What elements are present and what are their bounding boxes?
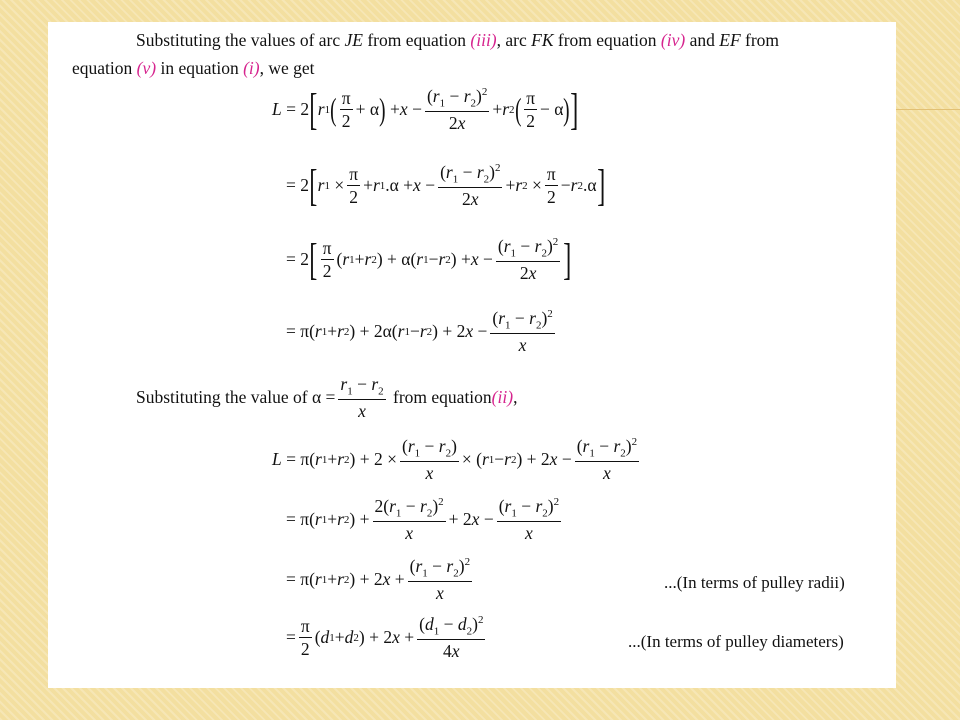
equation-L-4: = π( r 1 + r 2 ) + 2α( r 1 − r 2 ) + 2 x − $\frac{(r_1 - r_2)^2}{x}$ bbox=[286, 308, 553, 356]
equation-L-6: = π( r 1 + r 2 ) + $\frac{2(r_1 - r_2)^2}{x}$ + 2 x − $\frac{(r_1 - r_2)^2}{x}$ bbox=[286, 496, 560, 544]
note-pulley-diameters: ...(In terms of pulley diameters) bbox=[628, 632, 844, 651]
intro-line-2: equation (v) in equation (i), we get bbox=[72, 58, 315, 78]
equation-L-7: = π( r 1 + r 2 ) + 2 x + $\frac{(r_1 - r_2)^2}{x}$ bbox=[286, 556, 471, 604]
intro-line-1: Substituting the values of arc JE from equation (iii), arc FK from equation (iv) and EF from bbox=[136, 30, 780, 50]
equation-L-2: = 2 [ r 1 × $\frac{\pi}{2}$ + r 1 .α + x − $\frac{(r_1 - r_2)^2}{2x}$ + r 2 × $\frac{\pi}{2}$ − r 2 .α ] bbox=[286, 160, 605, 210]
equation-L-3: = 2 [ $\frac{\pi}{2}$ ( r 1 + r 2 ) + α( r 1 − r 2 ) + x − $\frac{(r_1 - r_2)^2}{2x}$ ] bbox=[286, 234, 572, 284]
note-pulley-radii: ...(In terms of pulley radii) bbox=[664, 573, 845, 592]
substitute-alpha-line: Substituting the value of α = $\frac{r_1 - r_2}{x}$ from equation (ii) , bbox=[136, 374, 518, 422]
content-panel bbox=[48, 22, 896, 688]
equation-L-5: L = π( r 1 + r 2 ) + 2 × $\frac{(r_1 - r_2)}{x}$ × ( r 1 − r 2 ) + 2 x − $\frac{(r_1 - r_2)^2}{x}$ bbox=[272, 436, 638, 484]
decorative-line bbox=[895, 109, 960, 110]
equation-L-1: L = 2 [ r 1 ( $\frac{\pi}{2}$ + α ) + x − $\frac{(r_1 - r_2)^2}{2x}$ + r 2 ( $\frac{\pi}{2}$ − α ) ] bbox=[272, 84, 579, 134]
equation-L-8: = $\frac{\pi}{2}$ ( d 1 + d 2 ) + 2 x + $\frac{(d_1 - d_2)^2}{4x}$ bbox=[286, 614, 484, 662]
